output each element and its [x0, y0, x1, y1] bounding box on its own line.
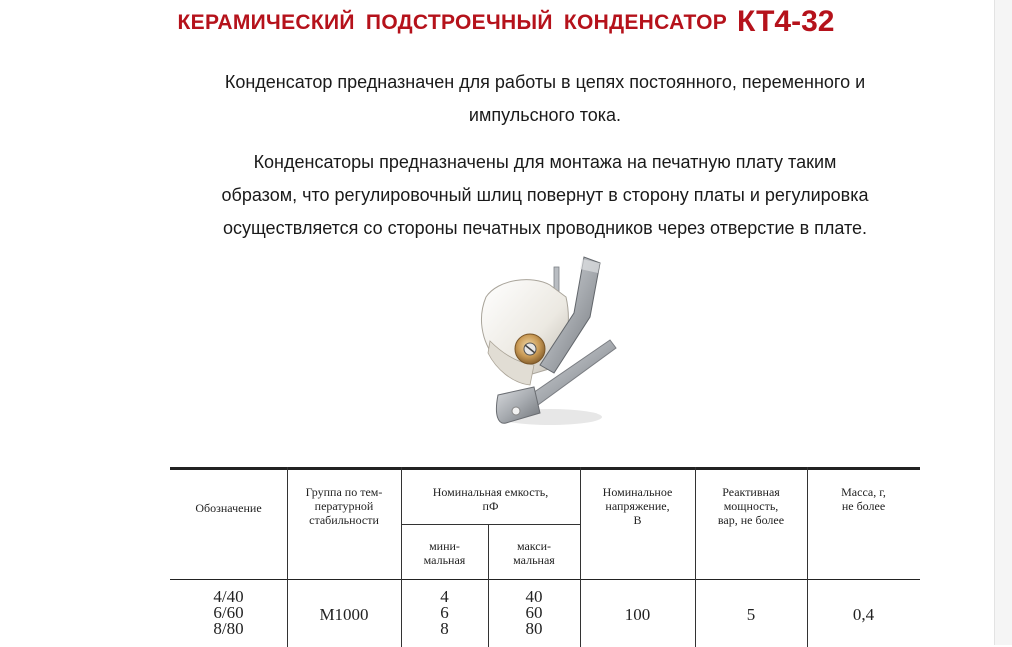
mounting-paragraph	[100, 146, 990, 245]
header-capacitance-min: мини- мальная	[423, 539, 466, 567]
header-capacitance-max: макси- мальная	[513, 539, 555, 567]
table-cell-max-capacitance: 60	[525, 603, 543, 622]
table-cell-min-capacitance: 8	[440, 619, 449, 638]
subheader-rule	[401, 524, 580, 525]
text-line: осуществляется со стороны печатных проводников через отверстие в плате.	[222, 218, 868, 238]
table-cell-max-capacitance: 40	[525, 587, 543, 606]
text-line: образом, что регулировочный шлиц повернут в сторону платы и регулировка	[221, 185, 869, 205]
table-cell-max-capacitance: 80	[525, 619, 543, 638]
table-cell-mass: 0,4	[852, 605, 875, 624]
header-mass: Масса, г, не более	[841, 485, 886, 513]
intro-paragraph	[100, 66, 990, 132]
table-cell-min-capacitance: 6	[440, 603, 449, 622]
capacitor-photo	[470, 245, 640, 435]
page-right-margin	[994, 0, 1012, 645]
table-cell-reactive-power: 5	[746, 605, 756, 624]
text-line: Конденсаторы предназначены для монтажа на печатную плату таким	[253, 152, 837, 172]
page-title	[0, 0, 1012, 44]
header-rated-voltage: Номинальное напряжение, В	[602, 485, 673, 527]
table-cell-designation: 8/80	[213, 619, 244, 638]
specs-table	[170, 467, 920, 647]
header-stability-group: Группа по тем- пературной стабильности	[305, 485, 383, 527]
table-cell-designation: 6/60	[213, 603, 244, 622]
table-cell-stability-group: М1000	[319, 605, 369, 624]
table-cell-designation: 4/40	[213, 587, 244, 606]
text-line: импульсного тока.	[468, 105, 622, 125]
header-designation: Обозначение	[195, 501, 262, 515]
header-capacitance: Номинальная емкость, пФ	[432, 485, 549, 513]
title-text: КЕРАМИЧЕСКИЙ ПОДСТРОЕЧНЫЙ КОНДЕНСАТОР	[177, 11, 728, 34]
table-cell-min-capacitance: 4	[440, 587, 449, 606]
table-cell-rated-voltage: 100	[624, 605, 651, 624]
text-line: Конденсатор предназначен для работы в цепях постоянного, переменного и	[224, 72, 866, 92]
header-reactive-power: Реактивная мощность, вар, не более	[717, 485, 785, 527]
title-model: КТ4-32	[737, 5, 835, 38]
